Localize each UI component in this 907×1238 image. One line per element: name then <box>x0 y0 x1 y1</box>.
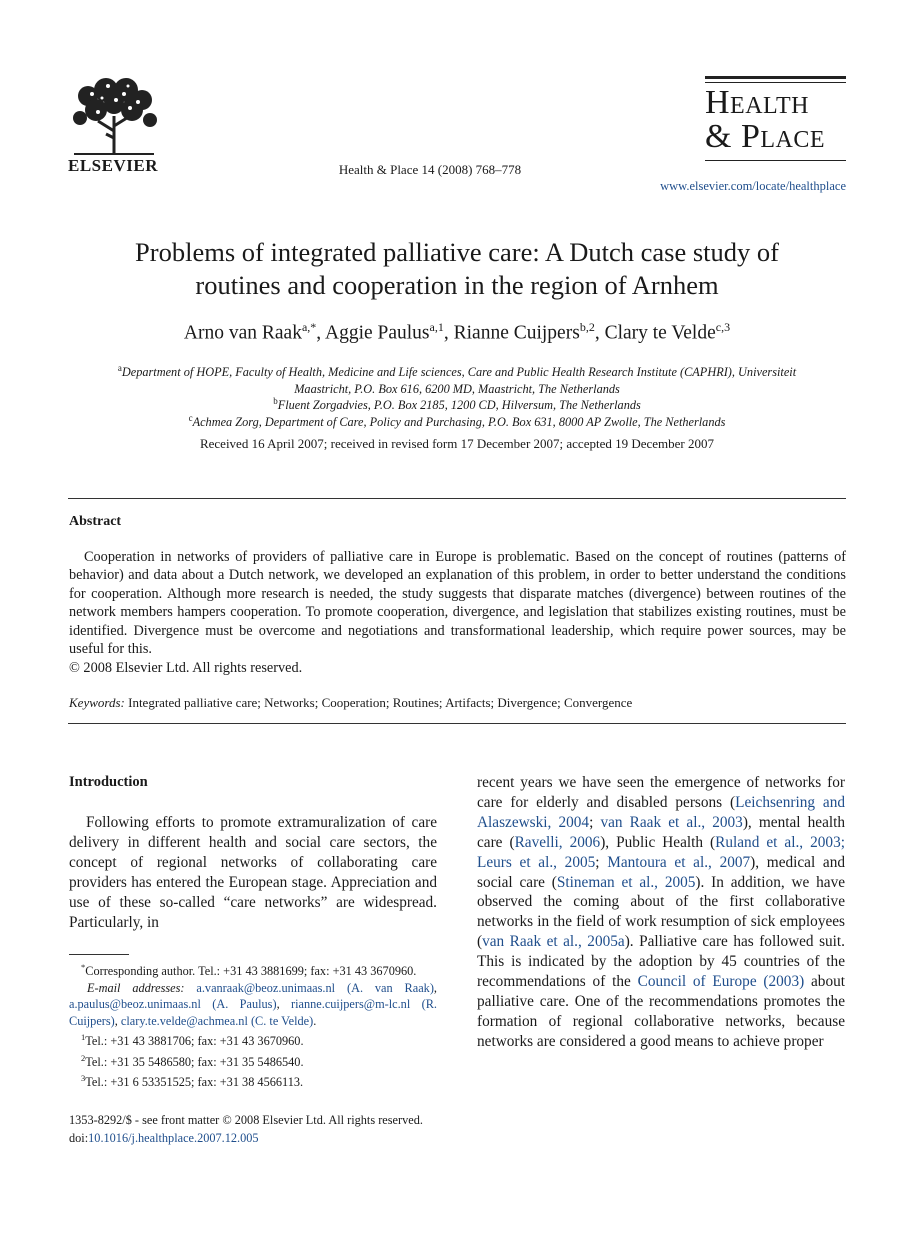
footnote-text: Corresponding author. Tel.: +31 43 3881699; fax: +31 43 3670960. <box>85 964 417 979</box>
email-link[interactable]: clary.te.velde@achmea.nl <box>120 1013 248 1028</box>
author-name[interactable]: Clary te Velde <box>604 322 716 344</box>
citation-link[interactable]: Leichsenring and Alaszewski, 2004 <box>477 793 846 831</box>
bottom-meta <box>69 1112 423 1147</box>
affiliation-text: Achmea Zorg, Department of Care, Policy and Purchasing, P.O. Box 631, 8000 AP Zwolle, The Netherlands <box>192 415 726 430</box>
email-label: E-mail addresses: <box>87 980 185 995</box>
masthead-line: & Place <box>705 118 826 155</box>
body-text: about palliative care. One of the recommendations promotes the formation of regional collaborative networks, because networks are considered a good means to achieve proper <box>477 973 846 1050</box>
masthead-line: Health <box>705 84 809 121</box>
affiliation-mark: c <box>188 413 193 423</box>
citation-link[interactable]: Mantoura et al., 2007 <box>607 853 751 871</box>
masthead-rule <box>705 76 846 79</box>
author-separator: , <box>316 322 325 344</box>
doi-label: doi: <box>69 1130 89 1145</box>
body-text: ). Palliative care has followed suit. This is indicated by the adoption by 45 countries of the recommendations of the <box>477 933 845 991</box>
affiliation-text: Maastricht, P.O. Box 616, 6200 MD, Maastricht, The Netherlands <box>294 381 620 396</box>
abstract-body: Cooperation in networks of providers of palliative care in Europe is problematic. Based on the concept of routines (patterns of behavior) and data about a Dutch network, we developed an explanation of this problem, in order to better understand the conditions for cooperation. Although more research is needed, the study suggests that disparate matches (divergence) between routines of the network members hampers cooperation. To promote cooperation, divergence, and legislation that stabilizes existing routines, must be identified. Divergence must be overcome and negotiations and transformational leadership, which require power sources, may be useful for this. <box>69 549 846 658</box>
citation-link[interactable]: Ruland et al., 2003; Leurs et al., 2005 <box>477 833 845 871</box>
title-line: Problems of integrated palliative care: A Dutch case study of <box>135 237 779 267</box>
citation-link[interactable]: van Raak et al., 2003 <box>600 813 743 831</box>
footnote-emails: E-mail addresses: a.vanraak@beoz.unimaas.nl (A. van Raak), a.paulus@beoz.unimaas.nl (A. Paulus), rianne.cuijpers@m-lc.nl (R. Cuijpers), clary.te.velde@achmea.nl (C. te Velde). <box>69 980 437 1028</box>
journal-url-link[interactable]: www.elsevier.com/locate/healthplace <box>660 179 846 193</box>
body-text: recent years we have seen the emergence of networks for care for elderly and disabled persons ( <box>477 774 845 811</box>
elsevier-tree-logo <box>68 76 160 156</box>
affiliation-mark: b <box>273 396 278 406</box>
keywords-list: Integrated palliative care; Networks; Cooperation; Routines; Artifacts; Divergence; Convergence <box>128 695 633 710</box>
author-separator: , <box>594 322 605 344</box>
footnote-text: Tel.: +31 6 53351525; fax: +31 38 4566113. <box>85 1075 304 1090</box>
citation-link[interactable]: van Raak et al., 2005a <box>482 933 625 951</box>
received-dates: Received 16 April 2007; received in revised form 17 December 2007; accepted 19 December 2007 <box>199 436 715 451</box>
footnote-mark: 2 <box>81 1052 86 1063</box>
footnotes <box>69 959 437 1091</box>
footnote-mark: 1 <box>81 1032 86 1043</box>
author-name[interactable]: Rianne Cuijpers <box>453 322 580 344</box>
body-text: ), Public Health ( <box>600 833 716 851</box>
doi-link[interactable]: 10.1016/j.healthplace.2007.12.005 <box>88 1130 259 1145</box>
footnote <box>69 1050 437 1071</box>
body-text: ), medical and social care ( <box>477 853 846 891</box>
affiliation-mark: a <box>117 363 122 373</box>
body-text: ; <box>589 813 601 831</box>
divider <box>68 498 846 499</box>
author-separator: , <box>443 322 454 344</box>
author-name[interactable]: Arno van Raak <box>183 322 302 344</box>
footnote-corresponding <box>69 959 437 980</box>
masthead-rule <box>705 160 846 161</box>
intro-right-column <box>477 773 845 1052</box>
keywords-label: Keywords: <box>69 695 125 710</box>
title-line: routines and cooperation in the region of Arnhem <box>195 270 719 300</box>
email-link[interactable]: rianne.cuijpers@m-lc.nl <box>291 997 411 1012</box>
author-affiliation-mark[interactable]: a,1 <box>429 320 444 334</box>
masthead-rule <box>705 82 846 83</box>
affiliation-a <box>68 360 846 397</box>
email-link[interactable]: a.vanraak@beoz.unimaas.nl <box>196 980 336 995</box>
affiliation-text: Department of HOPE, Faculty of Health, Medicine and Life sciences, Care and Public Health Research Institute (CAPHRI), Universiteit <box>121 365 797 380</box>
section-heading: Introduction <box>69 774 148 790</box>
body-text: ; <box>595 853 608 871</box>
email-owner[interactable]: (R. Cuijpers) <box>69 997 437 1028</box>
footnote-mark: * <box>81 962 86 972</box>
email-owner[interactable]: (A. van Raak) <box>346 980 434 995</box>
keywords <box>69 695 632 711</box>
issn-line: 1353-8292/$ - see front matter © 2008 Elsevier Ltd. All rights reserved. <box>69 1113 423 1127</box>
footnote-notes <box>69 1029 437 1091</box>
footnote-text: Tel.: +31 35 5486580; fax: +31 35 5486540. <box>85 1054 304 1069</box>
abstract-heading: Abstract <box>69 514 122 529</box>
footnote <box>69 1070 437 1091</box>
author-affiliation-mark[interactable]: a,* <box>301 320 317 334</box>
journal-masthead <box>705 86 846 154</box>
author-affiliation-mark[interactable]: b,2 <box>579 320 595 334</box>
footnote-mark: 3 <box>81 1073 86 1084</box>
affiliation-c <box>68 410 846 431</box>
citation-link[interactable]: Ravelli, 2006 <box>514 833 601 851</box>
footnote-text: Tel.: +31 43 3881706; fax: +31 43 3670960. <box>85 1034 304 1049</box>
author-name[interactable]: Aggie Paulus <box>324 322 430 344</box>
author-affiliation-mark[interactable]: c,3 <box>715 320 731 334</box>
email-owner[interactable]: (A. Paulus) <box>212 997 277 1012</box>
publisher-wordmark: ELSEVIER <box>68 156 158 175</box>
citation-link[interactable]: Council of Europe (2003) <box>637 973 805 991</box>
footnote <box>69 1029 437 1050</box>
body-text: ), mental health care ( <box>477 813 846 851</box>
abstract-copyright: © 2008 Elsevier Ltd. All rights reserved. <box>69 660 303 676</box>
journal-reference: Health & Place 14 (2008) 768–778 <box>338 162 522 177</box>
body-text: ). In addition, we have observed the coming about of the first collaborative networks in the field of work resumption of sick employees ( <box>477 873 846 951</box>
author-list <box>68 320 846 345</box>
email-link[interactable]: a.paulus@beoz.unimaas.nl <box>69 997 201 1012</box>
affiliation-text: Fluent Zorgadvies, P.O. Box 2185, 1200 CD, Hilversum, The Netherlands <box>277 398 641 413</box>
article-title <box>68 236 846 302</box>
footnote-rule <box>69 954 129 955</box>
email-owner[interactable]: (C. te Velde) <box>250 1013 314 1028</box>
divider <box>68 723 846 724</box>
doi-line <box>69 1130 423 1148</box>
intro-left-column: Following efforts to promote extramuralization of care delivery in different health and social care sectors, the concept of regional networks of collaborating care providers has entered the European stage. Appreciation and use of these so-called “care networks” are widespread. Particularly, in <box>69 814 437 931</box>
citation-link[interactable]: Stineman et al., 2005 <box>556 873 696 891</box>
